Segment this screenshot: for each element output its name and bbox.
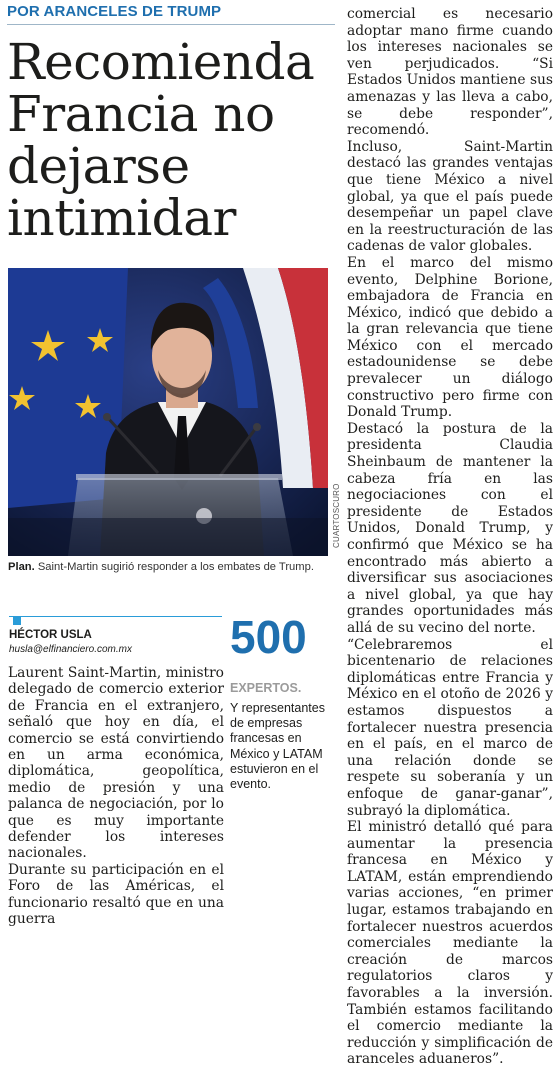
stat-description: Y representantes de empresas francesas en México y LATAM estuvieron en el evento. [230, 701, 325, 792]
stat-number: 500 [230, 611, 307, 663]
paragraph: En el marco del mismo evento, Delphine Borione, embajadora de Francia en México, indicó que debido a la gran relevancia que tiene México con el mercado estadounidense se debe prevalecer un diálogo constructivo pero firme con Donald Trump. [347, 254, 553, 421]
photo-caption [8, 561, 338, 573]
headline: Recomienda Francia no dejarse intimidar [7, 33, 315, 247]
section-kicker: POR ARANCELES DE TRUMP [7, 3, 222, 20]
speaker-photo-illustration [8, 268, 328, 556]
caption-text: Saint-Martin sugirió responder a los embates de Trump. [34, 561, 314, 573]
kicker-divider [7, 24, 335, 25]
author-email: husla@elfinanciero.com.mx [9, 644, 132, 655]
article-photo [8, 268, 328, 556]
paragraph: Destacó la postura de la presidenta Claudia Sheinbaum de mantener la cabeza fría en las negociaciones con el presidente de Estados Unidos, Donald Trump, y confirmó que México se ha encontrado más abierto a diversificar sus asociaciones a nivel global, ya que hay grandes oportunidades más allá de su vecino del norte. [347, 420, 553, 636]
paragraph: El ministró detalló qué para aumentar la presencia francesa en México y LATAM, están emprendiendo varias acciones, “en primer lugar, estamos trabajando en fortalecer nuestros acuerdos comerciales mediante la creación de marcos regulatorios claros y favorables a la inversión. También estamos facilitando el comercio mediante la reducción y simplificación de aranceles aduaneros”. [347, 819, 553, 1068]
paragraph: comercial es necesario adoptar mano firme cuando los intereses nacionales se ven perjudicados. “Si Estados Unidos mantiene sus amenazas y las lleva a cabo, se debe responder”, recomendó. [347, 6, 553, 139]
caption-lead: Plan. [8, 561, 35, 573]
article-body-left [8, 665, 224, 928]
paragraph: Laurent Saint-Martin, ministro delegado de comercio exterior de Francia en el extranjero, señaló que hoy en día, el comercio se está convirtiendo en un arma económica, diplomática, geopolítica, medio de presión y una palanca de negociación, por lo que es muy importante defender los intereses nacionales. [8, 665, 224, 862]
paragraph: “Celebraremos el bicentenario de relaciones diplomáticas entre Francia y México en el otoño de 2026 y estamos dispuestos a fortalecer nuestra presencia en el país, en el marco de una relación donde se respete su soberanía y un enfoque de ganar-ganar”, subrayó la diplomática. [347, 636, 553, 819]
stat-label: EXPERTOS. [230, 681, 302, 695]
byline-divider [9, 616, 222, 617]
author-name: HÉCTOR USLA [9, 629, 92, 641]
paragraph: Incluso, Saint-Martin destacó las grandes ventajas que tiene México a nivel global, ya que el país puede desempeñar un papel clave en la reestructuración de las cadenas de valor globales. [347, 138, 553, 255]
paragraph: Durante su participación en el Foro de las Américas, el funcionario resaltó que en una guerra [8, 861, 224, 928]
article-body-right [347, 6, 553, 1068]
byline-marker [13, 616, 21, 625]
photo-credit: CUARTOSCURO [332, 483, 341, 548]
